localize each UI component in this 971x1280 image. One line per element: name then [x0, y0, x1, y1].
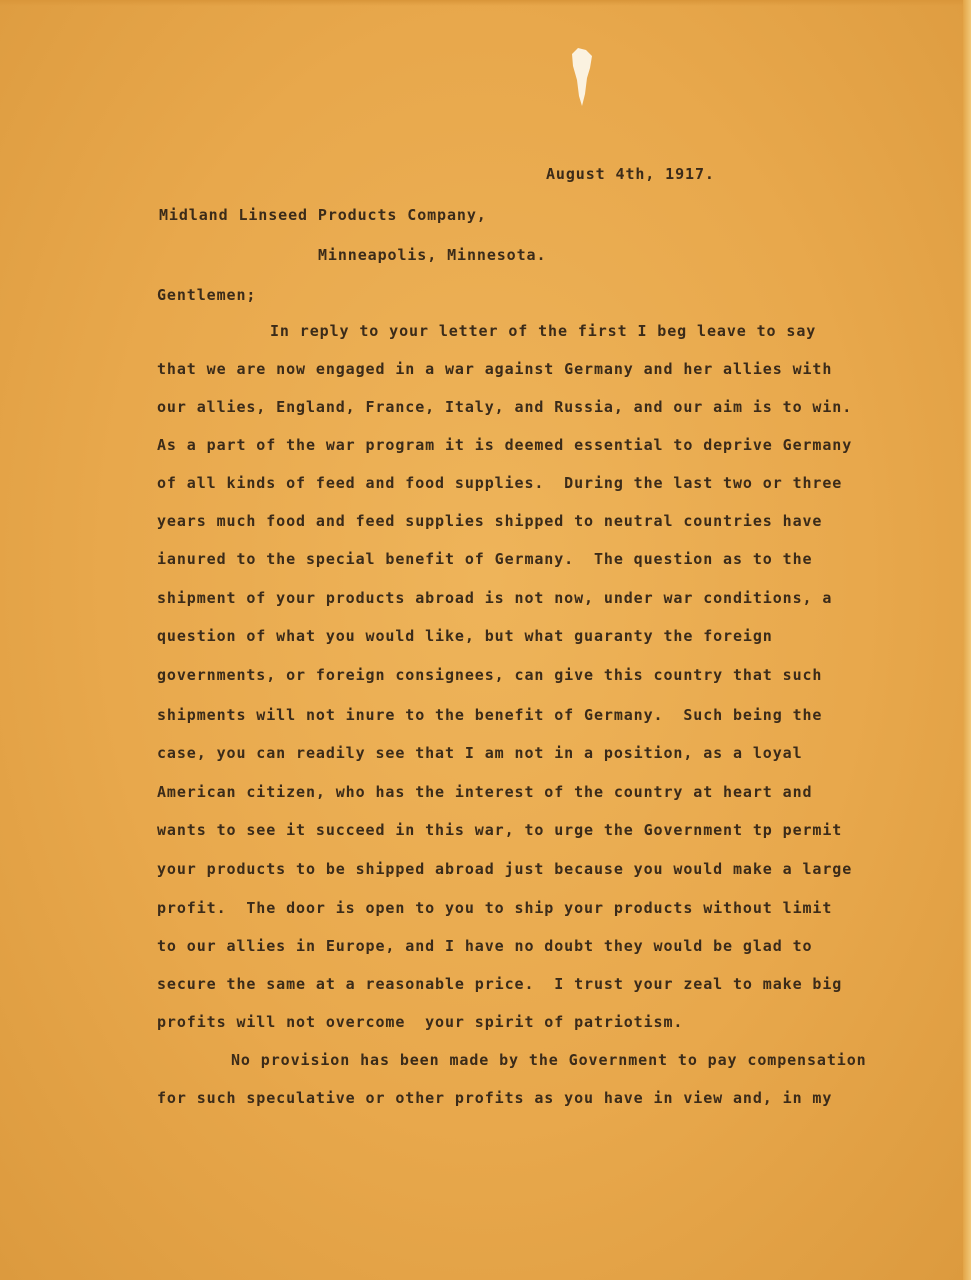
- body-line: secure the same at a reasonable price. I trust your zeal to make big: [157, 975, 843, 993]
- recipient-location: Minneapolis, Minnesota.: [318, 246, 547, 264]
- body-line: case, you can readily see that I am not in a position, as a loyal: [157, 744, 803, 762]
- body-line: governments, or foreign consignees, can give this country that such: [157, 666, 823, 684]
- body-line: to our allies in Europe, and I have no doubt they would be glad to: [157, 937, 813, 955]
- punch-hole: [568, 46, 596, 110]
- body-line: years much food and feed supplies shipped to neutral countries have: [157, 512, 823, 530]
- body-line: In reply to your letter of the first I beg leave to say: [270, 322, 817, 340]
- body-line: profits will not overcome your spirit of patriotism.: [157, 1013, 684, 1031]
- body-line: profit. The door is open to you to ship your products without limit: [157, 899, 833, 917]
- body-line: that we are now engaged in a war against Germany and her allies with: [157, 360, 833, 378]
- body-line: shipment of your products abroad is not now, under war conditions, a: [157, 589, 833, 607]
- body-line: No provision has been made by the Government to pay compensation: [231, 1051, 867, 1069]
- paper-right-edge: [963, 0, 971, 1280]
- body-line: ianured to the special benefit of Germany. The question as to the: [157, 550, 813, 568]
- body-line: American citizen, who has the interest of the country at heart and: [157, 783, 813, 801]
- letter-date: August 4th, 1917.: [546, 165, 715, 183]
- salutation: Gentlemen;: [157, 286, 257, 304]
- body-line: of all kinds of feed and food supplies. During the last two or three: [157, 474, 843, 492]
- body-line: shipments will not inure to the benefit of Germany. Such being the: [157, 706, 823, 724]
- body-line: As a part of the war program it is deemed essential to deprive Germany: [157, 436, 853, 454]
- paper-top-edge: [0, 0, 971, 6]
- body-line: our allies, England, France, Italy, and Russia, and our aim is to win.: [157, 398, 853, 416]
- body-line: for such speculative or other profits as you have in view and, in my: [157, 1089, 833, 1107]
- body-line: wants to see it succeed in this war, to urge the Government tp permit: [157, 821, 843, 839]
- body-line: question of what you would like, but what guaranty the foreign: [157, 627, 773, 645]
- body-line: your products to be shipped abroad just because you would make a large: [157, 860, 853, 878]
- recipient-name: Midland Linseed Products Company,: [159, 206, 487, 224]
